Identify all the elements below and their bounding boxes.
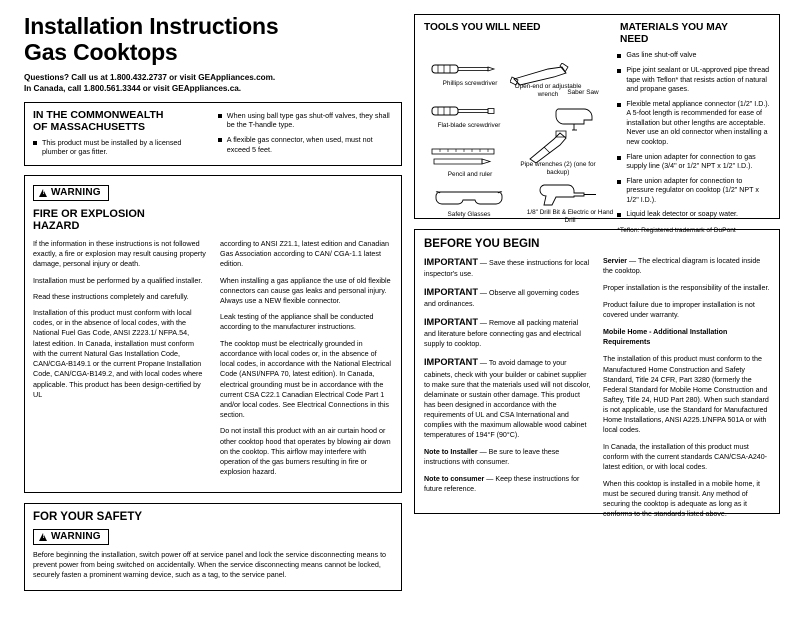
massachusetts-left-list xyxy=(33,138,206,157)
subheading: Mobile Home - Additional Installation Requirements xyxy=(603,328,728,347)
warning-badge-safety xyxy=(33,529,109,545)
safety-glasses-icon xyxy=(434,185,504,209)
list-item: Flare union adapter for connection to gas supply line (3/4" or 1/2" NPT x 1/2" I.D.). xyxy=(617,153,770,172)
drill-icon xyxy=(536,179,602,209)
paragraph: When installing a gas appliance the use of old flexible connectors can cause gas leaks and personal injury. Always use a NEW flexible connector. xyxy=(220,275,391,305)
flat-blade-screwdriver-icon xyxy=(430,103,500,119)
tools-illustrations xyxy=(424,51,613,229)
massachusetts-title xyxy=(33,109,206,133)
lead-label: Note to consumer xyxy=(424,475,485,484)
warning-badge-label: WARNING xyxy=(51,530,101,542)
tool-caption: Safety Glasses xyxy=(447,211,491,219)
left-column xyxy=(24,14,402,591)
list-item: Gas line shut-off valve xyxy=(617,51,770,61)
tool-caption: Phillips screwdriver xyxy=(442,80,498,88)
title-line-2: Gas Cooktops xyxy=(24,38,178,65)
paragraph: If the information in these instructions is not followed exactly, a fire or explosion may result causing property damage, personal injury or death. xyxy=(33,238,206,269)
fire-hazard-warning-box xyxy=(24,175,402,493)
paragraph: IMPORTANT — Save these instructions for local inspector's use. xyxy=(424,257,590,279)
fire-hazard-right-text xyxy=(220,239,393,484)
paragraph: Leak testing of the appliance shall be conducted according to the manufacturer instructions. xyxy=(220,312,374,332)
materials-title-line-1: MATERIALS YOU MAY xyxy=(620,22,728,33)
phillips-screwdriver-icon xyxy=(430,61,500,77)
paragraph: In Canada, the installation of this product must conform with the current standards CAN/CSA-A240-latest edition, or with local codes. xyxy=(603,442,768,472)
warning-badge xyxy=(33,185,109,201)
warning-triangle-icon xyxy=(39,532,49,541)
tool-caption: Pencil and ruler xyxy=(447,171,493,179)
list-item: Pipe joint sealant or UL-approved pipe thread tape with Teflon* that resists action of natural and propane gases. xyxy=(617,66,770,95)
paragraph: according to ANSI Z21.1, latest edition and Canadian Gas Association according to CAN/ CGA-1.1 latest edition. xyxy=(220,238,390,269)
massachusetts-title-line-1: IN THE COMMONWEALTH xyxy=(33,108,164,121)
paragraph: Proper installation is the responsibility of the installer. xyxy=(603,284,770,293)
paragraph: IMPORTANT — To avoid damage to your cabinets, check with your builder or cabinet supplier to make sure that the materials used will not discolor, delaminate or sustain other damage. This product has been designed in accordance with the requirements of UL and CSA International and complies with the maximum allowable wood cabinet temperatures of 194°F (90°C). xyxy=(424,357,591,439)
materials-title-line-2: NEED xyxy=(620,33,649,45)
fire-hazard-heading-line-1: FIRE OR EXPLOSION xyxy=(33,207,145,220)
materials-list xyxy=(617,51,770,219)
fire-hazard-left-text xyxy=(33,239,206,484)
tool-caption: Saber Saw xyxy=(567,89,599,97)
paragraph: The installation of this product must conform to the Manufactured Home Construction and Safety Standard, Title 24 CFR, Part 3280 (formerly the Federal Standard for Mobile Home Construction and Saftey, Title 24, HUD Part 280). When such standard is not applicable, use the Standard for Manufactured Home Installations, ANSI A225.1/NFPA 501A or with local codes. xyxy=(603,355,769,434)
paragraph: Note to Installer — Be sure to leave these instructions with consumer. xyxy=(424,447,560,466)
massachusetts-right-list xyxy=(218,111,391,155)
massachusetts-left xyxy=(33,109,206,163)
title-line-1: Installation Instructions xyxy=(24,13,279,39)
paragraph xyxy=(603,327,770,347)
lead-label: Servier xyxy=(603,257,628,265)
right-column xyxy=(414,14,780,519)
contact-info xyxy=(24,72,402,94)
massachusetts-right xyxy=(218,109,391,163)
lead-label: IMPORTANT xyxy=(424,357,478,368)
paragraph: The cooktop must be electrically grounded in accordance with local codes or, in the absence of local codes, in accordance with the National Electrical Code (ANSI/NFPA 70, latest edition). In Canada, electrical grounding must be in accordance with the current CSA C22.1 Canadian Electrical Code Part 1 and/or local codes. See Electrical Connections in this section. xyxy=(220,338,391,420)
materials-list-wrapper xyxy=(613,51,770,235)
tool-caption: Pipe wrenches (2) (one for backup) xyxy=(520,161,596,177)
materials-footnote: *Teflon: Registered trademark of DuPont xyxy=(617,226,736,234)
paragraph: Product failure due to improper installation is not covered under warranty. xyxy=(603,301,755,320)
tool-caption: Flat-blade screwdriver xyxy=(437,122,501,130)
saber-saw-icon xyxy=(552,105,614,131)
fire-hazard-heading xyxy=(33,208,393,233)
pencil-and-ruler-icon xyxy=(430,147,506,167)
before-you-begin-box xyxy=(414,226,780,519)
for-your-safety-text: Before beginning the installation, switch power off at service panel and lock the service disconnecting means to prevent power from being switched on accidentally. When the service disconnecting means cannot be locked, securely fasten a prominent warning device, such as a tag, to the service panel. xyxy=(33,549,387,580)
warning-badge-label: WARNING xyxy=(51,186,101,198)
tool-caption: Open-end or adjustable wrench xyxy=(514,83,582,99)
massachusetts-box xyxy=(24,102,402,166)
before-you-begin-right xyxy=(603,256,770,526)
for-your-safety-title: FOR YOUR SAFETY xyxy=(33,510,143,523)
paragraph: Read these instructions completely and carefully. xyxy=(33,291,189,301)
list-item: Flare union adapter for connection to pressure regulator on cooktop (1/2" NPT x 1/2" I.D.). xyxy=(617,177,770,206)
paragraph: IMPORTANT — Remove all packing material and literature before connecting gas and electrical supply to cooktop. xyxy=(424,317,581,349)
pipe-wrench-icon xyxy=(520,129,586,163)
paragraph: Installation of this product must conform with local codes, or in the absence of local codes, with the National Fuel Gas Code, ANSI Z223.1/ NFPA.54, latest edition. In Canada, installation must conform with the current Natural Gas Installation Code, CAN/CGA-B149.1 or the current Propane Installation Code, CAN/CGA-B149.2, and with local codes where applicable. This product has been design-certified by UL xyxy=(33,308,203,399)
paragraph: Do not install this product with an air curtain hood or other cooktop hood that operates by blowing air down on the cooktop. This airflow may interfere with operation of the gas burners resulting in fire or explosion hazard. xyxy=(220,426,391,477)
for-your-safety-box xyxy=(24,503,402,591)
paragraph: IMPORTANT — Observe all governing codes and ordinances. xyxy=(424,287,579,309)
lead-label: IMPORTANT xyxy=(424,257,478,267)
list-item: Liquid leak detector or soapy water. xyxy=(617,210,770,220)
tool-caption: 1/8" Drill Bit & Electric or Hand Drill xyxy=(526,209,614,225)
list-item: Flexible metal appliance connector (1/2" I.D.). A 5-foot length is recommended for ease of installation but other lengths are acceptable. Never use an old connector when installing a new cooktop. xyxy=(617,100,770,148)
massachusetts-title-line-2: OF MASSACHUSETTS xyxy=(33,120,146,133)
list-item: A flexible gas connector, when used, must not exceed 5 feet. xyxy=(218,135,391,154)
page-title xyxy=(24,14,402,66)
list-item: This product must be installed by a licensed plumber or gas fitter. xyxy=(33,138,206,157)
lead-label: IMPORTANT xyxy=(424,317,478,328)
tools-and-materials-box xyxy=(414,14,780,234)
fire-hazard-heading-line-2: HAZARD xyxy=(33,220,80,233)
contact-line-2: In Canada, call 1.800.561.3344 or visit GEAppliances.ca. xyxy=(24,83,242,93)
warning-triangle-icon xyxy=(39,188,49,197)
paragraph: Servier — The electrical diagram is located inside the cooktop. xyxy=(603,257,761,276)
paragraph: Installation must be performed by a qualified installer. xyxy=(33,275,203,285)
lead-label: Note to Installer xyxy=(424,447,478,456)
materials-title xyxy=(620,22,770,45)
before-you-begin-title: BEFORE YOU BEGIN xyxy=(424,238,540,250)
tools-title: TOOLS YOU WILL NEED xyxy=(424,22,541,33)
lead-label: IMPORTANT xyxy=(424,287,478,298)
paragraph: Note to consumer — Keep these instructions for future reference. xyxy=(424,475,580,494)
before-you-begin-left xyxy=(424,256,591,526)
contact-line-1: Questions? Call us at 1.800.432.2737 or visit GEAppliances.com. xyxy=(24,72,276,82)
list-item: When using ball type gas shut-off valves, they shall be the T-handle type. xyxy=(218,111,391,130)
paragraph: When this cooktop is installed in a mobile home, it must be secured during transit. Any method of securing the cooktop is adequate as long as it conforms to the standards listed above. xyxy=(603,480,760,519)
